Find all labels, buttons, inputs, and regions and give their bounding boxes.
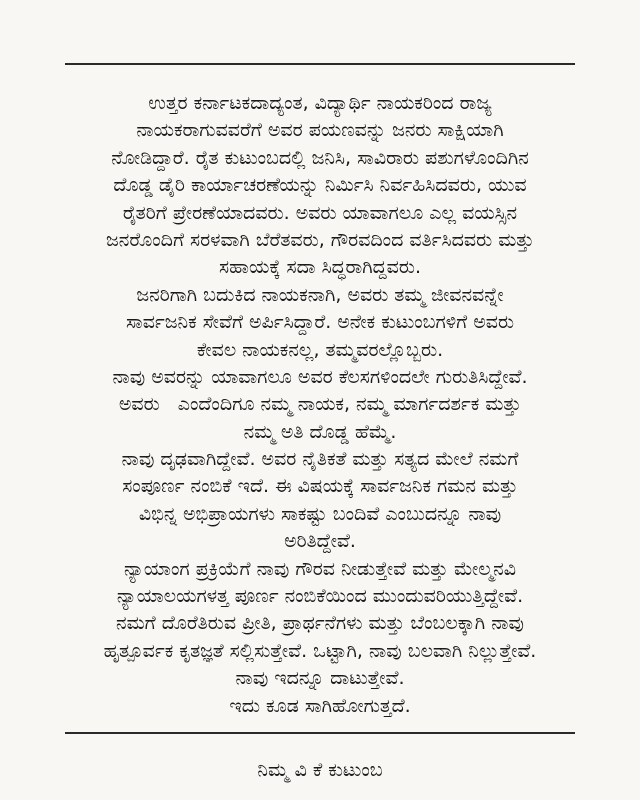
statement-line: ನಾವು ಇದನ್ನೂ ದಾಟುತ್ತೇವೆ. <box>235 667 405 690</box>
statement-line: ನೋಡಿದ್ದಾರೆ. ರೈತ ಕುಟುಂಬದಲ್ಲಿ ಜನಿಸಿ, ಸಾವಿರಾರು ಪಶುಗಳೊಂದಿಗಿನ <box>111 146 529 169</box>
statement-line: ನಾವು ದೃಢವಾಗಿದ್ದೇವೆ. ಅವರ ನೈತಿಕತೆ ಮತ್ತು ಸತ್ಯದ ಮೇಲೆ ನಮಗೆ <box>121 448 519 471</box>
statement-line: ನಾವು ಅವರನ್ನು ಯಾವಾಗಲೂ ಅವರ ಕೆಲಸಗಳಿಂದಲೇ ಗುರುತಿಸಿದ್ದೇವೆ. <box>112 365 528 388</box>
statement-line: ಸಹಾಯಕ್ಕೆ ಸದಾ ಸಿದ್ಧರಾಗಿದ್ದವರು. <box>219 256 421 279</box>
top-divider <box>65 63 575 65</box>
statement-line: ಅವರು ಎಂದೆಂದಿಗೂ ನಮ್ಮ ನಾಯಕ, ನಮ್ಮ ಮಾರ್ಗದರ್ಶಕ ಮತ್ತು <box>118 393 522 416</box>
statement-line: ನ್ಯಾಯಾಲಯಗಳತ್ತ ಪೂರ್ಣ ನಂಬಿಕೆಯಿಂದ ಮುಂದುವರಿಯುತ್ತಿದ್ದೇವೆ. <box>116 585 524 608</box>
statement-line: ನ್ಯಾಯಾಂಗ ಪ್ರಕ್ರಿಯೆಗೆ ನಾವು ಗೌರವ ನೀಡುತ್ತೇವೆ ಮತ್ತು ಮೇಲ್ಮನವಿ <box>124 557 516 580</box>
statement-line: ರೈತರಿಗೆ ಪ್ರೇರಣೆಯಾದವರು. ಅವರು ಯಾವಾಗಲೂ ಎಲ್ಲ ವಯಸ್ಸಿನ <box>122 201 518 224</box>
statement-line: ವಿಭಿನ್ನ ಅಭಿಪ್ರಾಯಗಳು ಸಾಕಷ್ಟು ಬಂದಿವೆ ಎಂಬುದನ್ನೂ ನಾವು <box>138 502 502 525</box>
statement-line: ಹೃತ್ಪೂರ್ವಕ ಕೃತಜ್ಞತೆ ಸಲ್ಲಿಸುತ್ತೇವೆ. ಒಟ್ಟಾಗಿ, ನಾವು ಬಲವಾಗಿ ನಿಲ್ಲುತ್ತೇವೆ. <box>103 639 537 662</box>
statement-line: ಅರಿತಿದ್ದೇವೆ. <box>284 530 356 553</box>
bottom-divider <box>65 732 575 734</box>
statement-line: ಸಾರ್ವಜನಿಕ ಸೇವೆಗೆ ಅರ್ಪಿಸಿದ್ದಾರೆ. ಅನೇಕ ಕುಟುಂಬಗಳಿಗೆ ಅವರು <box>125 311 515 334</box>
statement-line: ದೊಡ್ಡ ಡೈರಿ ಕಾರ್ಯಾಚರಣೆಯನ್ನು ನಿರ್ಮಿಸಿ ನಿರ್ವಹಿಸಿದವರು, ಯುವ <box>113 174 527 197</box>
statement-body <box>0 90 640 720</box>
statement-line: ನಮಗೆ ದೊರೆತಿರುವ ಪ್ರೀತಿ, ಪ್ರಾರ್ಥನೆಗಳು ಮತ್ತು ಬೆಂಬಲಕ್ಕಾಗಿ ನಾವು <box>116 612 524 635</box>
signature: ನಿಮ್ಮ ವಿ ಕೆ ಕುಟುಂಬ <box>257 759 383 781</box>
statement-line: ಜನರಿಗಾಗಿ ಬದುಕಿದ ನಾಯಕನಾಗಿ, ಅವರು ತಮ್ಮ ಜೀವನವನ್ನೇ <box>136 283 504 306</box>
statement-line: ನಾಯಕರಾಗುವವರೆಗೆ ಅವರ ಪಯಣವನ್ನು ಜನರು ಸಾಕ್ಷಿಯಾಗಿ <box>136 119 504 142</box>
statement-line: ನಮ್ಮ ಅತಿ ದೊಡ್ಡ ಹೆಮ್ಮೆ. <box>243 420 397 443</box>
statement-line: ಕೇವಲ ನಾಯಕನಲ್ಲ, ತಮ್ಮವರಲ್ಲೊಬ್ಬರು. <box>196 338 444 361</box>
statement-line: ಇದು ಕೂಡ ಸಾಗಿಹೋಗುತ್ತದೆ. <box>229 694 411 717</box>
statement-line: ಉತ್ತರ ಕರ್ನಾಟಕದಾದ್ಯಂತ, ವಿದ್ಯಾರ್ಥಿ ನಾಯಕರಿಂದ ರಾಜ್ಯ <box>148 92 492 114</box>
statement-line: ಸಂಪೂರ್ಣ ನಂಬಿಕೆ ಇದೆ. ಈ ವಿಷಯಕ್ಕೆ ಸಾರ್ವಜನಿಕ ಗಮನ ಮತ್ತು <box>122 475 518 498</box>
statement-line: ಜನರೊಂದಿಗೆ ಸರಳವಾಗಿ ಬೆರೆತವರು, ಗೌರವದಿಂದ ವರ್ತಿಸಿದವರು ಮತ್ತು <box>105 228 535 251</box>
